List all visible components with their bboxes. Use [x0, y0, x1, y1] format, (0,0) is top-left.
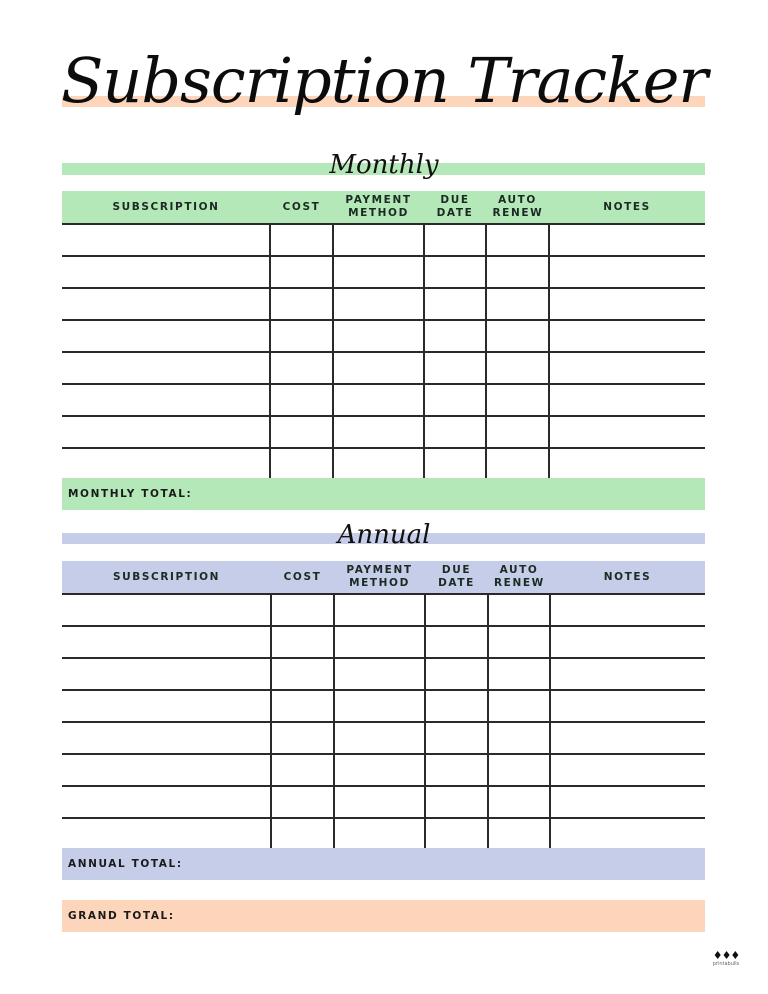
annual-cell-payment-method[interactable]	[334, 690, 425, 722]
annual-cell-subscription[interactable]	[62, 722, 271, 754]
column-header-auto-renew: AUTO RENEW	[488, 561, 550, 594]
column-header-auto-renew: AUTO RENEW	[486, 191, 549, 224]
monthly-cell-due-date[interactable]	[424, 384, 486, 416]
annual-header-row	[62, 561, 705, 594]
annual-cell-auto-renew[interactable]	[488, 690, 550, 722]
annual-cell-payment-method[interactable]	[334, 594, 425, 626]
monthly-cell-payment-method[interactable]	[333, 224, 424, 256]
annual-cell-auto-renew[interactable]	[488, 722, 550, 754]
annual-cell-auto-renew[interactable]	[488, 658, 550, 690]
annual-cell-subscription[interactable]	[62, 626, 271, 658]
monthly-cell-cost[interactable]	[270, 448, 333, 480]
annual-table-row	[62, 594, 705, 626]
monthly-table-row	[62, 448, 705, 480]
annual-cell-cost[interactable]	[271, 594, 334, 626]
monthly-cell-subscription[interactable]	[62, 320, 270, 352]
monthly-cell-due-date[interactable]	[424, 416, 486, 448]
annual-cell-due-date[interactable]	[425, 818, 488, 850]
monthly-table-row	[62, 288, 705, 320]
monthly-cell-cost[interactable]	[270, 288, 333, 320]
annual-cell-notes[interactable]	[550, 818, 705, 850]
column-header-due-date: DUE DATE	[425, 561, 488, 594]
annual-cell-auto-renew[interactable]	[488, 786, 550, 818]
monthly-cell-auto-renew[interactable]	[486, 224, 549, 256]
annual-cell-notes[interactable]	[550, 658, 705, 690]
column-header-payment-method: PAYMENT METHOD	[334, 561, 425, 594]
annual-table-row	[62, 818, 705, 850]
annual-cell-notes[interactable]	[550, 754, 705, 786]
monthly-cell-payment-method[interactable]	[333, 320, 424, 352]
annual-cell-notes[interactable]	[550, 626, 705, 658]
annual-heading: Annual	[337, 520, 431, 550]
monthly-cell-due-date[interactable]	[424, 448, 486, 480]
monthly-cell-due-date[interactable]	[424, 352, 486, 384]
monthly-table	[62, 191, 705, 481]
annual-cell-cost[interactable]	[271, 818, 334, 850]
annual-cell-cost[interactable]	[271, 754, 334, 786]
monthly-cell-cost[interactable]	[270, 256, 333, 288]
monthly-table-row	[62, 320, 705, 352]
monthly-total-label: MONTHLY TOTAL:	[68, 488, 193, 500]
annual-cell-cost[interactable]	[271, 786, 334, 818]
monthly-cell-auto-renew[interactable]	[486, 288, 549, 320]
monthly-header-row	[62, 191, 705, 224]
annual-cell-due-date[interactable]	[425, 786, 488, 818]
monthly-cell-subscription[interactable]	[62, 384, 270, 416]
annual-table-row	[62, 626, 705, 658]
printabulls-logo	[707, 950, 745, 967]
column-header-notes: NOTES	[549, 191, 705, 224]
monthly-total-field[interactable]	[62, 478, 705, 510]
monthly-table-row	[62, 384, 705, 416]
monthly-cell-payment-method[interactable]	[333, 416, 424, 448]
monthly-cell-due-date[interactable]	[424, 256, 486, 288]
monthly-cell-notes[interactable]	[549, 256, 705, 288]
monthly-cell-notes[interactable]	[549, 448, 705, 480]
annual-cell-payment-method[interactable]	[334, 722, 425, 754]
annual-cell-subscription[interactable]	[62, 818, 271, 850]
column-header-subscription: SUBSCRIPTION	[62, 561, 271, 594]
monthly-cell-auto-renew[interactable]	[486, 384, 549, 416]
monthly-cell-subscription[interactable]	[62, 224, 270, 256]
column-header-payment-method: PAYMENT METHOD	[333, 191, 424, 224]
monthly-cell-subscription[interactable]	[62, 416, 270, 448]
column-header-cost: COST	[270, 191, 333, 224]
monthly-cell-cost[interactable]	[270, 352, 333, 384]
monthly-cell-subscription[interactable]	[62, 352, 270, 384]
monthly-cell-payment-method[interactable]	[333, 288, 424, 320]
monthly-cell-cost[interactable]	[270, 320, 333, 352]
annual-cell-notes[interactable]	[550, 786, 705, 818]
annual-cell-subscription[interactable]	[62, 786, 271, 818]
annual-table-row	[62, 722, 705, 754]
annual-cell-auto-renew[interactable]	[488, 626, 550, 658]
column-header-notes: NOTES	[550, 561, 705, 594]
monthly-cell-due-date[interactable]	[424, 224, 486, 256]
annual-table	[62, 561, 705, 851]
monthly-cell-payment-method[interactable]	[333, 352, 424, 384]
monthly-cell-auto-renew[interactable]	[486, 320, 549, 352]
monthly-cell-notes[interactable]	[549, 288, 705, 320]
monthly-cell-auto-renew[interactable]	[486, 256, 549, 288]
monthly-cell-due-date[interactable]	[424, 320, 486, 352]
annual-cell-notes[interactable]	[550, 722, 705, 754]
annual-cell-subscription[interactable]	[62, 658, 271, 690]
monthly-cell-cost[interactable]	[270, 224, 333, 256]
monthly-cell-notes[interactable]	[549, 416, 705, 448]
monthly-cell-cost[interactable]	[270, 416, 333, 448]
annual-total-label: ANNUAL TOTAL:	[68, 858, 183, 870]
monthly-cell-due-date[interactable]	[424, 288, 486, 320]
bulls-logo-icon: ♦♦♦	[712, 949, 740, 962]
annual-cell-due-date[interactable]	[425, 594, 488, 626]
annual-cell-subscription[interactable]	[62, 690, 271, 722]
annual-cell-cost[interactable]	[271, 690, 334, 722]
annual-cell-due-date[interactable]	[425, 722, 488, 754]
annual-cell-auto-renew[interactable]	[488, 818, 550, 850]
logo-text: printabulls	[712, 961, 740, 967]
column-header-cost: COST	[271, 561, 334, 594]
annual-cell-payment-method[interactable]	[334, 626, 425, 658]
monthly-cell-subscription[interactable]	[62, 448, 270, 480]
monthly-cell-payment-method[interactable]	[333, 256, 424, 288]
annual-cell-payment-method[interactable]	[334, 754, 425, 786]
annual-cell-auto-renew[interactable]	[488, 594, 550, 626]
monthly-table-row	[62, 352, 705, 384]
annual-cell-payment-method[interactable]	[334, 786, 425, 818]
annual-cell-cost[interactable]	[271, 626, 334, 658]
annual-cell-payment-method[interactable]	[334, 658, 425, 690]
annual-cell-notes[interactable]	[550, 690, 705, 722]
annual-table-row	[62, 786, 705, 818]
annual-cell-due-date[interactable]	[425, 754, 488, 786]
column-header-due-date: DUE DATE	[424, 191, 486, 224]
monthly-cell-auto-renew[interactable]	[486, 416, 549, 448]
monthly-table-row	[62, 256, 705, 288]
annual-cell-cost[interactable]	[271, 722, 334, 754]
page-title: Subscription Tracker	[60, 44, 708, 117]
annual-cell-notes[interactable]	[550, 594, 705, 626]
annual-table-row	[62, 658, 705, 690]
grand-total-label: GRAND TOTAL:	[68, 910, 175, 922]
monthly-cell-auto-renew[interactable]	[486, 448, 549, 480]
grand-total-field[interactable]	[62, 900, 705, 932]
monthly-cell-notes[interactable]	[549, 352, 705, 384]
monthly-heading: Monthly	[329, 150, 439, 180]
column-header-subscription: SUBSCRIPTION	[62, 191, 270, 224]
monthly-cell-subscription[interactable]	[62, 288, 270, 320]
annual-table-row	[62, 690, 705, 722]
annual-cell-payment-method[interactable]	[334, 818, 425, 850]
monthly-cell-cost[interactable]	[270, 384, 333, 416]
monthly-cell-notes[interactable]	[549, 224, 705, 256]
monthly-cell-notes[interactable]	[549, 320, 705, 352]
annual-cell-due-date[interactable]	[425, 658, 488, 690]
monthly-cell-subscription[interactable]	[62, 256, 270, 288]
monthly-cell-auto-renew[interactable]	[486, 352, 549, 384]
monthly-cell-payment-method[interactable]	[333, 448, 424, 480]
monthly-table-row	[62, 224, 705, 256]
monthly-cell-payment-method[interactable]	[333, 384, 424, 416]
annual-total-field[interactable]	[62, 848, 705, 880]
monthly-cell-notes[interactable]	[549, 384, 705, 416]
annual-cell-subscription[interactable]	[62, 594, 271, 626]
annual-table-row	[62, 754, 705, 786]
annual-cell-due-date[interactable]	[425, 626, 488, 658]
annual-cell-auto-renew[interactable]	[488, 754, 550, 786]
annual-cell-cost[interactable]	[271, 658, 334, 690]
annual-cell-due-date[interactable]	[425, 690, 488, 722]
monthly-table-row	[62, 416, 705, 448]
annual-cell-subscription[interactable]	[62, 754, 271, 786]
